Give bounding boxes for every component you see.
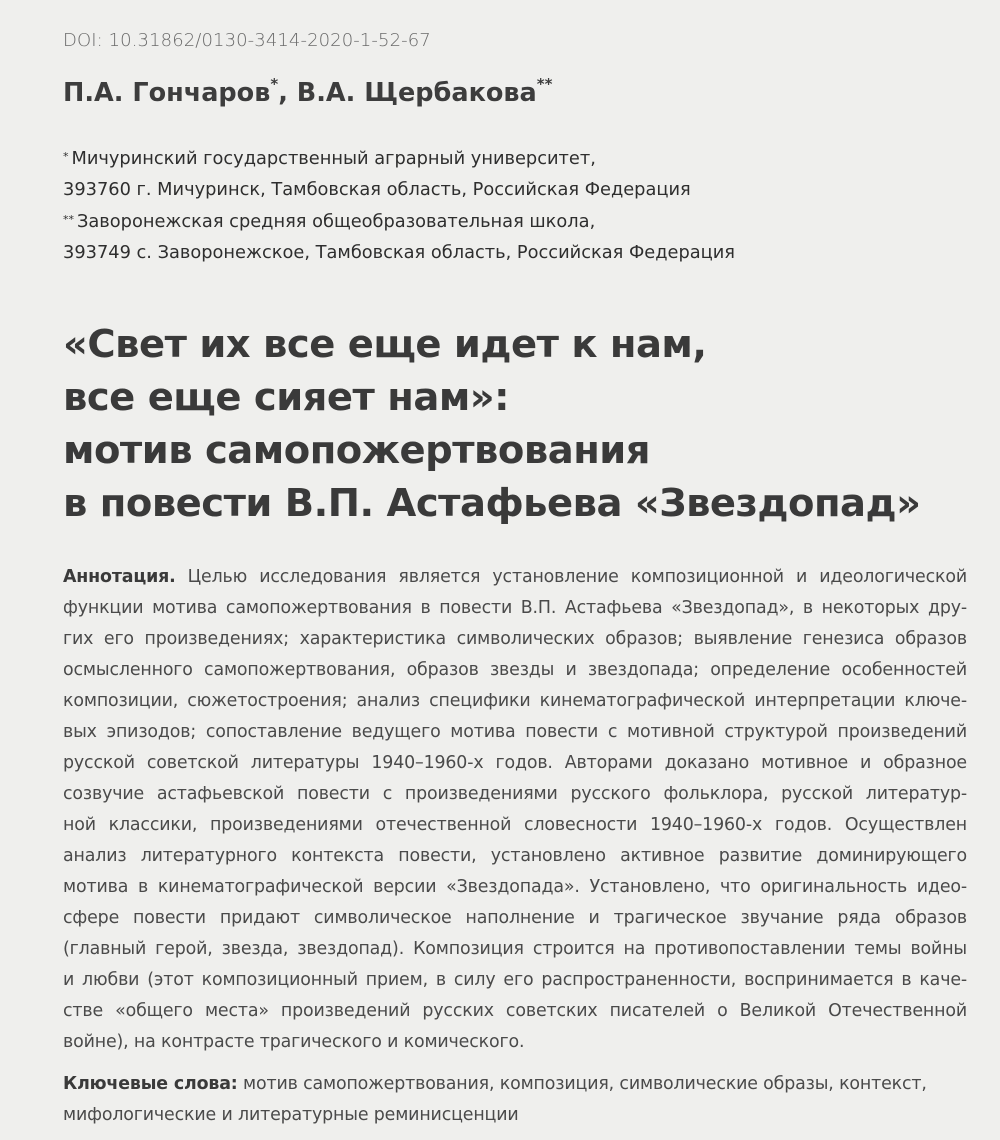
abstract-line: стве «общего места» произведений русских советских писателей о Великой Отечественной — [63, 1001, 967, 1021]
abstract-line: войне), на контрасте трагического и комического. — [63, 1032, 525, 1052]
author-1-mark: * — [270, 75, 279, 93]
title-line: мотив самопожертвования — [63, 428, 650, 473]
affiliation-2-line-2: 393749 с. Заворонежское, Тамбовская область, Российская Федерация — [63, 242, 735, 263]
affiliation-2-mark: ** — [63, 213, 74, 226]
abstract-line: и любви (этот композиционный прием, в силу его распространенности, воспринимается в каче- — [63, 970, 967, 990]
affiliation-2-line-1: Заворонежская средняя общеобразовательная школа, — [77, 211, 596, 232]
affiliation-1-line-2: 393760 г. Мичуринск, Тамбовская область, Российская Федерация — [63, 179, 691, 200]
doi: DOI: 10.31862/0130-3414-2020-1-52-67 — [63, 30, 431, 51]
author-2: В.А. Щербакова — [296, 78, 537, 108]
abstract-line: сфере повести придают символическое наполнение и трагическое звучание ряда образов — [63, 908, 967, 928]
abstract-line: ной классики, произведениями отечественной словесности 1940–1960-х годов. Осуществлен — [63, 815, 967, 835]
title-line: в повести В.П. Астафьева «Звездопад» — [63, 481, 921, 526]
abstract-line: гих его произведениях; характеристика символических образов; выявление генезиса образов — [63, 629, 967, 649]
keywords-line: мифологические и литературные реминисценции — [63, 1105, 519, 1125]
keywords — [63, 1069, 967, 1131]
affiliation-1-line-1: Мичуринский государственный аграрный университет, — [71, 148, 596, 169]
title-line: все еще сияет нам»: — [63, 375, 510, 420]
abstract-line: мотива в кинематографической версии «Звездопада». Установлено, что оригинальность идео- — [63, 877, 967, 897]
article-title — [63, 318, 921, 530]
abstract-line: русской советской литературы 1940–1960-х годов. Авторами доказано мотивное и образное — [63, 753, 967, 773]
author-separator: , — [278, 78, 297, 108]
abstract-line: Целью исследования является установление композиционной и идеологической — [175, 567, 967, 587]
affiliation-2 — [63, 206, 735, 268]
title-line: «Свет их все еще идет к нам, — [63, 322, 707, 367]
abstract-line: функции мотива самопожертвования в повести В.П. Астафьева «Звездопад», в некоторых дру- — [63, 598, 967, 618]
author-1: П.А. Гончаров — [63, 78, 271, 108]
abstract-line: созвучие астафьевской повести с произведениями русского фольклора, русской литератур- — [63, 784, 967, 804]
abstract-line: композиции, сюжетостроения; анализ специфики кинематографической интерпретации ключе- — [63, 691, 967, 711]
abstract-line: осмысленного самопожертвования, образов звезды и звездопада; определение особенностей — [63, 660, 967, 680]
affiliation-1 — [63, 143, 691, 205]
authors — [63, 75, 553, 108]
abstract-label: Аннотация. — [63, 567, 176, 587]
abstract — [63, 562, 967, 1058]
keywords-label: Ключевые слова: — [63, 1074, 238, 1094]
abstract-line: (главный герой, звезда, звездопад). Композиция строится на противопоставлении темы войны — [63, 939, 967, 959]
abstract-line: вых эпизодов; сопоставление ведущего мотива повести с мотивной структурой произведений — [63, 722, 967, 742]
abstract-line: анализ литературного контекста повести, установлено активное развитие доминирующего — [63, 846, 967, 866]
affiliation-1-mark: * — [63, 150, 69, 163]
keywords-line: мотив самопожертвования, композиция, символические образы, контекст, — [237, 1074, 927, 1094]
author-2-mark: ** — [536, 75, 553, 93]
